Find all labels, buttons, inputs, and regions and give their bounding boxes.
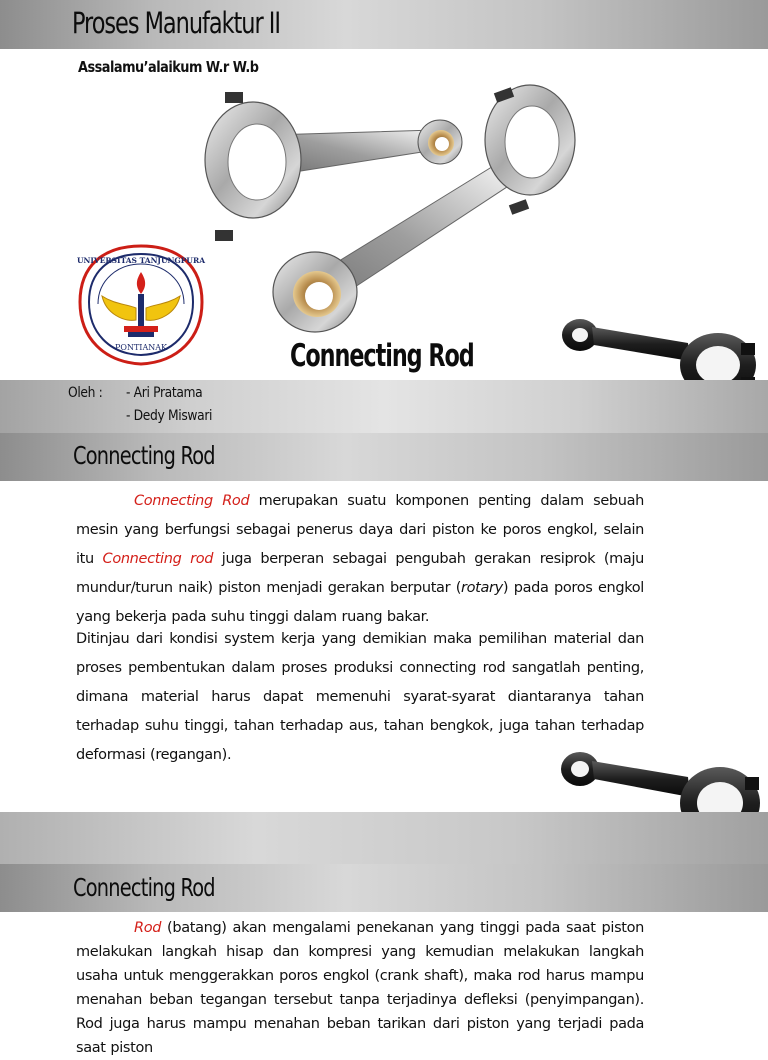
slide-3 bbox=[0, 864, 768, 1056]
logo-text-top: UNIVERSITAS TANJUNGPURA bbox=[76, 256, 206, 265]
slide-1 bbox=[0, 0, 768, 433]
cover-heading: Connecting Rod bbox=[290, 338, 474, 374]
author-label: Oleh : bbox=[68, 385, 103, 401]
author-name: - Dedy Miswari bbox=[126, 408, 213, 424]
slide-divider bbox=[0, 812, 768, 864]
paragraph-1: Connecting Rod merupakan suatu komponen penting dalam sebuah mesin yang berfungsi sebagai penerus daya dari piston ke poros engkol, selain itu Connecting rod juga berperan sebagai pengubah gerakan resiprok (maju mundur/turun naik) piston menjadi gerakan berputar (rotary) pada poros engkol yang bekerja pada suhu tinggi dalam ruang bakar. bbox=[76, 493, 644, 625]
slide-heading: Connecting Rod bbox=[73, 873, 215, 902]
logo-text-bottom: PONTIANAK bbox=[115, 343, 167, 352]
author-band bbox=[0, 380, 768, 433]
term-rod: Rod bbox=[134, 920, 162, 936]
term-connecting-rod: Connecting Rod bbox=[134, 493, 250, 509]
greeting-text: Assalamu’alaikum W.r W.b bbox=[78, 58, 259, 76]
paragraph-1: Rod (batang) akan mengalami penekanan yang tinggi pada saat piston melakukan langkah hisap dan kompresi yang kemudian melakukan langkah usaha untuk menggerakkan poros engkol (crank shaft), maka rod harus mampu menahan beban tegangan tersebut tanpa terjadinya defleksi (penyimpangan). Rod juga harus mampu menahan beban tarikan dari piston yang terjadi pada saat piston bbox=[76, 920, 644, 1056]
paragraph-2: Ditinjau dari kondisi system kerja yang demikian maka pemilihan material dan proses pembentukan dalam proses produksi connecting rod sangatlah penting, dimana material harus dapat memenuhi syarat-syarat diantaranya tahan terhadap suhu tinggi, tahan terhadap aus, tahan bengkok, juga tahan terhadap deformasi (regangan). bbox=[76, 631, 644, 763]
university-logo bbox=[74, 242, 208, 368]
connecting-rod-pair-image bbox=[195, 70, 590, 355]
author-name: - Ari Pratama bbox=[126, 385, 203, 401]
slide-2 bbox=[0, 433, 768, 864]
slide-heading: Connecting Rod bbox=[73, 441, 215, 470]
slide-title: Proses Manufaktur II bbox=[72, 6, 280, 40]
term-connecting-rod: Connecting rod bbox=[102, 551, 214, 567]
term-rotary: rotary bbox=[461, 580, 503, 596]
